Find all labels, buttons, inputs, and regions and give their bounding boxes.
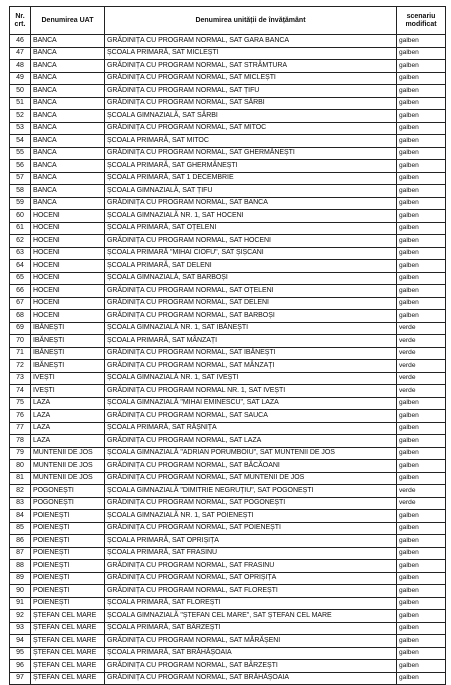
row-number-cell: 47 [10,47,31,60]
table-row [10,297,446,310]
unit-name-cell: ȘCOALA PRIMARĂ, SAT FLOREȘTI [105,597,397,610]
unit-name-cell: ȘCOALA GIMNAZIALĂ "ȘTEFAN CEL MARE", SAT ȘTEFAN CEL MARE [105,610,397,623]
scenario-cell: galben [397,235,446,248]
table-row [10,572,446,585]
unit-name-cell: GRĂDINIȚA CU PROGRAM NORMAL, SAT GARA BANCA [105,35,397,48]
uat-cell: POGONEȘTI [31,485,105,498]
row-number-cell: 69 [10,322,31,335]
table-row [10,535,446,548]
row-number-cell: 76 [10,410,31,423]
uat-cell: ȘTEFAN CEL MARE [31,635,105,648]
scenario-cell: galben [397,610,446,623]
row-number-cell: 61 [10,222,31,235]
unit-name-cell: GRĂDINIȚA CU PROGRAM NORMAL, SAT BRĂHĂȘOAIA [105,672,397,685]
scenario-cell: galben [397,85,446,98]
scenario-cell: galben [397,447,446,460]
unit-name-cell: ȘCOALA GIMNAZIALĂ, SAT ȚIFU [105,185,397,198]
table-row [10,510,446,523]
uat-cell: POGONEȘTI [31,497,105,510]
table-row [10,597,446,610]
scenario-cell: galben [397,135,446,148]
table-row [10,497,446,510]
uat-cell: HOCENI [31,210,105,223]
row-number-cell: 73 [10,372,31,385]
unit-name-cell: GRĂDINIȚA CU PROGRAM NORMAL, SAT FRASINU [105,560,397,573]
scenario-cell: galben [397,410,446,423]
table-row [10,472,446,485]
table-row [10,110,446,123]
unit-name-cell: GRĂDINIȚA CU PROGRAM NORMAL, SAT MÂNZAȚI [105,360,397,373]
table-row [10,310,446,323]
row-number-cell: 62 [10,235,31,248]
scenario-cell: galben [397,72,446,85]
uat-cell: BANCA [31,147,105,160]
scenario-cell: galben [397,422,446,435]
table-row [10,410,446,423]
scenario-cell: galben [397,472,446,485]
header-nr: Nr. crt. [10,7,31,35]
row-number-cell: 97 [10,672,31,685]
uat-cell: POIENEȘTI [31,522,105,535]
unit-name-cell: ȘCOALA GIMNAZIALĂ NR. 1, SAT HOCENI [105,210,397,223]
table-row [10,610,446,623]
table-row [10,635,446,648]
unit-name-cell: GRĂDINIȚA CU PROGRAM NORMAL, SAT BÂRZEȘTI [105,660,397,673]
schools-table [9,6,446,685]
uat-cell: BANCA [31,122,105,135]
table-row [10,97,446,110]
scenario-cell: galben [397,547,446,560]
table-row [10,585,446,598]
row-number-cell: 85 [10,522,31,535]
table-row [10,160,446,173]
row-number-cell: 67 [10,297,31,310]
table-row [10,197,446,210]
document-page [9,6,445,685]
scenario-cell: galben [397,47,446,60]
scenario-cell: verde [397,497,446,510]
scenario-cell: galben [397,97,446,110]
header-scenario: scenariu modificat [397,7,446,35]
scenario-cell: galben [397,160,446,173]
scenario-cell: galben [397,397,446,410]
unit-name-cell: ȘCOALA PRIMARĂ, SAT MICLEȘTI [105,47,397,60]
table-row [10,60,446,73]
table-row [10,647,446,660]
row-number-cell: 46 [10,35,31,48]
row-number-cell: 48 [10,60,31,73]
table-row [10,35,446,48]
uat-cell: POIENEȘTI [31,535,105,548]
row-number-cell: 49 [10,72,31,85]
scenario-cell: galben [397,597,446,610]
row-number-cell: 66 [10,285,31,298]
unit-name-cell: GRĂDINIȚA CU PROGRAM NORMAL, SAT LAZA [105,435,397,448]
uat-cell: IVEȘTI [31,372,105,385]
unit-name-cell: ȘCOALA PRIMARĂ, SAT BÂRZEȘTI [105,622,397,635]
table-row [10,347,446,360]
unit-name-cell: ȘCOALA GIMNAZIALĂ "DIMITRIE NEGRUȚIU", SAT POGONEȘTI [105,485,397,498]
unit-name-cell: ȘCOALA PRIMARĂ, SAT MÂNZAȚI [105,335,397,348]
row-number-cell: 51 [10,97,31,110]
table-row [10,622,446,635]
uat-cell: BANCA [31,85,105,98]
table-row [10,360,446,373]
row-number-cell: 82 [10,485,31,498]
unit-name-cell: ȘCOALA PRIMARĂ, SAT OPRIȘIȚA [105,535,397,548]
row-number-cell: 54 [10,135,31,148]
table-row [10,47,446,60]
row-number-cell: 70 [10,335,31,348]
scenario-cell: galben [397,510,446,523]
uat-cell: HOCENI [31,235,105,248]
table-row [10,135,446,148]
scenario-cell: galben [397,197,446,210]
table-row [10,285,446,298]
table-row [10,247,446,260]
row-number-cell: 93 [10,622,31,635]
unit-name-cell: ȘCOALA GIMNAZIALĂ NR. 1, SAT POIENEȘTI [105,510,397,523]
scenario-cell: galben [397,585,446,598]
table-row [10,385,446,398]
unit-name-cell: GRĂDINIȚA CU PROGRAM NORMAL, SAT DELENI [105,297,397,310]
uat-cell: HOCENI [31,285,105,298]
scenario-cell: galben [397,622,446,635]
uat-cell: ȘTEFAN CEL MARE [31,672,105,685]
row-number-cell: 92 [10,610,31,623]
scenario-cell: verde [397,385,446,398]
table-header-row [10,7,446,35]
row-number-cell: 77 [10,422,31,435]
uat-cell: POIENEȘTI [31,585,105,598]
uat-cell: HOCENI [31,247,105,260]
uat-cell: BANCA [31,197,105,210]
uat-cell: LAZA [31,397,105,410]
unit-name-cell: GRĂDINIȚA CU PROGRAM NORMAL NR. 1, SAT IVEȘTI [105,385,397,398]
unit-name-cell: GRĂDINIȚA CU PROGRAM NORMAL, SAT ȚIFU [105,85,397,98]
scenario-cell: galben [397,647,446,660]
uat-cell: BANCA [31,35,105,48]
uat-cell: ȘTEFAN CEL MARE [31,660,105,673]
uat-cell: BANCA [31,47,105,60]
table-row [10,222,446,235]
table-row [10,235,446,248]
scenario-cell: galben [397,60,446,73]
scenario-cell: galben [397,222,446,235]
uat-cell: ȘTEFAN CEL MARE [31,610,105,623]
scenario-cell: galben [397,122,446,135]
scenario-cell: verde [397,347,446,360]
row-number-cell: 75 [10,397,31,410]
unit-name-cell: GRĂDINIȚA CU PROGRAM NORMAL, SAT STRÂMTURA [105,60,397,73]
row-number-cell: 57 [10,172,31,185]
row-number-cell: 89 [10,572,31,585]
row-number-cell: 88 [10,560,31,573]
unit-name-cell: GRĂDINIȚA CU PROGRAM NORMAL, SAT BĂCĂOANI [105,460,397,473]
scenario-cell: galben [397,435,446,448]
row-number-cell: 80 [10,460,31,473]
scenario-cell: verde [397,335,446,348]
scenario-cell: galben [397,522,446,535]
row-number-cell: 83 [10,497,31,510]
scenario-cell: galben [397,285,446,298]
unit-name-cell: ȘCOALA GIMNAZIALĂ NR. 1, SAT IVEȘTI [105,372,397,385]
table-row [10,147,446,160]
scenario-cell: galben [397,185,446,198]
unit-name-cell: ȘCOALA PRIMARĂ, SAT OȚELENI [105,222,397,235]
uat-cell: BANCA [31,60,105,73]
row-number-cell: 50 [10,85,31,98]
scenario-cell: verde [397,360,446,373]
table-row [10,485,446,498]
table-row [10,447,446,460]
unit-name-cell: GRĂDINIȚA CU PROGRAM NORMAL, SAT FLOREȘTI [105,585,397,598]
unit-name-cell: GRĂDINIȚA CU PROGRAM NORMAL, SAT MICLEȘTI [105,72,397,85]
uat-cell: MUNTENII DE JOS [31,460,105,473]
uat-cell: BANCA [31,72,105,85]
table-row [10,72,446,85]
table-row [10,185,446,198]
uat-cell: BANCA [31,172,105,185]
unit-name-cell: GRĂDINIȚA CU PROGRAM NORMAL, SAT MUNTENII DE JOS [105,472,397,485]
table-row [10,172,446,185]
unit-name-cell: ȘCOALA PRIMARĂ, SAT 1 DECEMBRIE [105,172,397,185]
row-number-cell: 52 [10,110,31,123]
unit-name-cell: GRĂDINIȚA CU PROGRAM NORMAL, SAT HOCENI [105,235,397,248]
table-row [10,322,446,335]
scenario-cell: galben [397,672,446,685]
table-row [10,460,446,473]
uat-cell: POIENEȘTI [31,547,105,560]
uat-cell: BANCA [31,110,105,123]
scenario-cell: galben [397,310,446,323]
unit-name-cell: ȘCOALA GIMNAZIALĂ, SAT BARBOȘI [105,272,397,285]
table-row [10,547,446,560]
table-row [10,397,446,410]
scenario-cell: galben [397,272,446,285]
row-number-cell: 58 [10,185,31,198]
row-number-cell: 55 [10,147,31,160]
scenario-cell: galben [397,110,446,123]
unit-name-cell: GRĂDINIȚA CU PROGRAM NORMAL, SAT MITOC [105,122,397,135]
table-row [10,335,446,348]
uat-cell: MUNTENII DE JOS [31,472,105,485]
uat-cell: IBĂNEȘTI [31,360,105,373]
uat-cell: HOCENI [31,260,105,273]
unit-name-cell: GRĂDINIȚA CU PROGRAM NORMAL, SAT SAUCA [105,410,397,423]
scenario-cell: galben [397,172,446,185]
row-number-cell: 86 [10,535,31,548]
table-row [10,260,446,273]
uat-cell: HOCENI [31,297,105,310]
table-row [10,210,446,223]
row-number-cell: 56 [10,160,31,173]
unit-name-cell: ȘCOALA PRIMARĂ, SAT RĂȘNIȚA [105,422,397,435]
row-number-cell: 59 [10,197,31,210]
row-number-cell: 84 [10,510,31,523]
unit-name-cell: ȘCOALA PRIMARĂ, SAT GHERMĂNEȘTI [105,160,397,173]
unit-name-cell: GRĂDINIȚA CU PROGRAM NORMAL, SAT IBĂNEȘTI [105,347,397,360]
uat-cell: HOCENI [31,310,105,323]
unit-name-cell: ȘCOALA PRIMARĂ, SAT DELENI [105,260,397,273]
uat-cell: ȘTEFAN CEL MARE [31,622,105,635]
row-number-cell: 81 [10,472,31,485]
uat-cell: BANCA [31,97,105,110]
unit-name-cell: GRĂDINIȚA CU PROGRAM NORMAL, SAT POIENEȘTI [105,522,397,535]
row-number-cell: 91 [10,597,31,610]
table-row [10,435,446,448]
uat-cell: LAZA [31,422,105,435]
unit-name-cell: ȘCOALA PRIMARĂ, SAT FRASINU [105,547,397,560]
uat-cell: BANCA [31,135,105,148]
unit-name-cell: ȘCOALA GIMNAZIALĂ "ADRIAN PORUMBOIU", SAT MUNTENII DE JOS [105,447,397,460]
unit-name-cell: ȘCOALA PRIMARĂ, SAT BRĂHĂȘOAIA [105,647,397,660]
header-unit: Denumirea unității de învățământ [105,7,397,35]
scenario-cell: verde [397,372,446,385]
scenario-cell: galben [397,297,446,310]
uat-cell: IBĂNEȘTI [31,335,105,348]
table-body [10,35,446,685]
table-row [10,660,446,673]
row-number-cell: 71 [10,347,31,360]
scenario-cell: galben [397,660,446,673]
table-row [10,560,446,573]
row-number-cell: 78 [10,435,31,448]
table-row [10,122,446,135]
uat-cell: LAZA [31,435,105,448]
uat-cell: POIENEȘTI [31,510,105,523]
uat-cell: POIENEȘTI [31,560,105,573]
unit-name-cell: GRĂDINIȚA CU PROGRAM NORMAL, SAT BANCA [105,197,397,210]
unit-name-cell: GRĂDINIȚA CU PROGRAM NORMAL, SAT SĂRBI [105,97,397,110]
row-number-cell: 95 [10,647,31,660]
uat-cell: MUNTENII DE JOS [31,447,105,460]
row-number-cell: 94 [10,635,31,648]
unit-name-cell: GRĂDINIȚA CU PROGRAM NORMAL, SAT BARBOȘI [105,310,397,323]
unit-name-cell: GRĂDINIȚA CU PROGRAM NORMAL, SAT OPRIȘIȚA [105,572,397,585]
table-row [10,672,446,685]
unit-name-cell: ȘCOALA PRIMARĂ "MIHAI CIOFU", SAT ȘIȘCANI [105,247,397,260]
uat-cell: IVEȘTI [31,385,105,398]
unit-name-cell: ȘCOALA GIMNAZIALĂ, SAT SĂRBI [105,110,397,123]
uat-cell: HOCENI [31,222,105,235]
unit-name-cell: GRĂDINIȚA CU PROGRAM NORMAL, SAT OȚELENI [105,285,397,298]
scenario-cell: verde [397,485,446,498]
scenario-cell: galben [397,147,446,160]
uat-cell: BANCA [31,160,105,173]
uat-cell: IBĂNEȘTI [31,322,105,335]
uat-cell: HOCENI [31,272,105,285]
table-row [10,372,446,385]
row-number-cell: 63 [10,247,31,260]
unit-name-cell: GRĂDINIȚA CU PROGRAM NORMAL, SAT GHERMĂNEȘTI [105,147,397,160]
scenario-cell: galben [397,535,446,548]
row-number-cell: 60 [10,210,31,223]
row-number-cell: 74 [10,385,31,398]
uat-cell: LAZA [31,410,105,423]
table-row [10,422,446,435]
row-number-cell: 53 [10,122,31,135]
row-number-cell: 68 [10,310,31,323]
scenario-cell: galben [397,260,446,273]
unit-name-cell: ȘCOALA GIMNAZIALĂ "MIHAI EMINESCU", SAT LAZA [105,397,397,410]
uat-cell: IBĂNEȘTI [31,347,105,360]
uat-cell: POIENEȘTI [31,572,105,585]
row-number-cell: 72 [10,360,31,373]
table-row [10,522,446,535]
uat-cell: BANCA [31,185,105,198]
scenario-cell: galben [397,635,446,648]
unit-name-cell: GRĂDINIȚA CU PROGRAM NORMAL, SAT POGONEȘTI [105,497,397,510]
table-row [10,85,446,98]
header-uat: Denumirea UAT [31,7,105,35]
row-number-cell: 64 [10,260,31,273]
unit-name-cell: ȘCOALA GIMNAZIALĂ NR. 1, SAT IBĂNEȘTI [105,322,397,335]
unit-name-cell: GRĂDINIȚA CU PROGRAM NORMAL, SAT MĂRĂȘENI [105,635,397,648]
scenario-cell: galben [397,572,446,585]
row-number-cell: 96 [10,660,31,673]
scenario-cell: galben [397,35,446,48]
scenario-cell: galben [397,460,446,473]
scenario-cell: galben [397,247,446,260]
row-number-cell: 90 [10,585,31,598]
scenario-cell: galben [397,210,446,223]
row-number-cell: 79 [10,447,31,460]
scenario-cell: galben [397,560,446,573]
scenario-cell: verde [397,322,446,335]
row-number-cell: 65 [10,272,31,285]
unit-name-cell: ȘCOALA PRIMARĂ, SAT MITOC [105,135,397,148]
table-row [10,272,446,285]
uat-cell: ȘTEFAN CEL MARE [31,647,105,660]
row-number-cell: 87 [10,547,31,560]
uat-cell: POIENEȘTI [31,597,105,610]
